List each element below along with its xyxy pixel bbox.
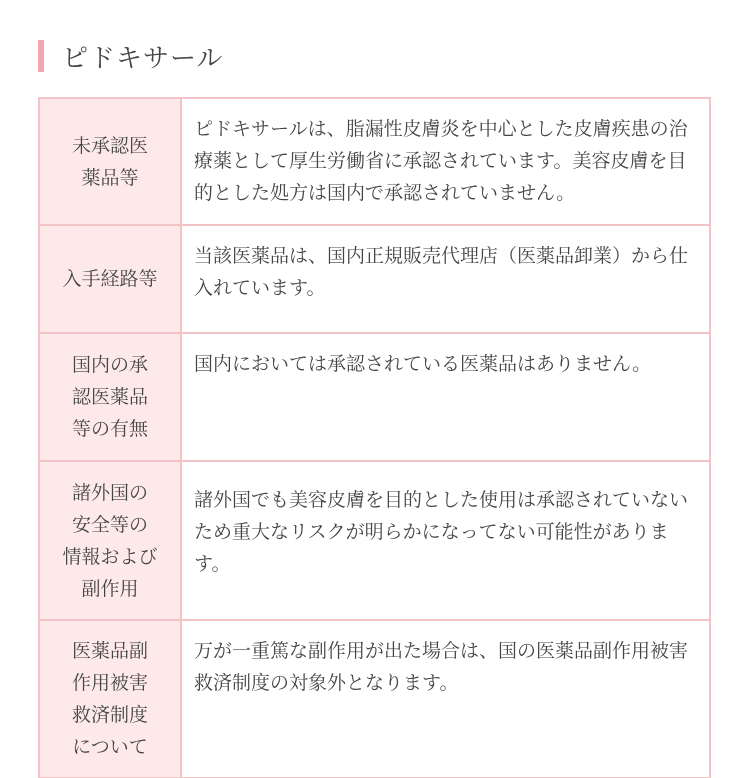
table-row <box>39 461 710 620</box>
heading-accent-bar <box>38 40 44 72</box>
section-title: ピドキサール <box>62 43 224 74</box>
row-description: 国内においては承認されている医薬品はありません。 <box>181 333 710 461</box>
row-description: 万が一重篤な副作用が出た場合は、国の医薬品副作用被害救済制度の対象外となります。 <box>181 620 710 778</box>
row-label: 国内の承 認医薬品 等の有無 <box>39 333 181 461</box>
info-table <box>38 97 711 778</box>
row-label: 入手経路等 <box>39 225 181 333</box>
row-label: 医薬品副 作用被害 救済制度 について <box>39 620 181 778</box>
row-description: 諸外国でも美容皮膚を目的とした使用は承認されていないため重大なリスクが明らかになってない可能性があります。 <box>181 461 710 620</box>
section-heading <box>38 40 223 72</box>
row-label: 諸外国の 安全等の 情報および 副作用 <box>39 461 181 620</box>
table-row <box>39 98 710 225</box>
table-row <box>39 225 710 333</box>
row-description: 当該医薬品は、国内正規販売代理店（医薬品卸業）から仕入れています。 <box>181 225 710 333</box>
row-description: ピドキサールは、脂漏性皮膚炎を中心とした皮膚疾患の治療薬として厚生労働省に承認されています。美容皮膚を目的とした処方は国内で承認されていません。 <box>181 98 710 225</box>
table-row <box>39 333 710 461</box>
row-label: 未承認医 薬品等 <box>39 98 181 225</box>
table-row <box>39 620 710 778</box>
